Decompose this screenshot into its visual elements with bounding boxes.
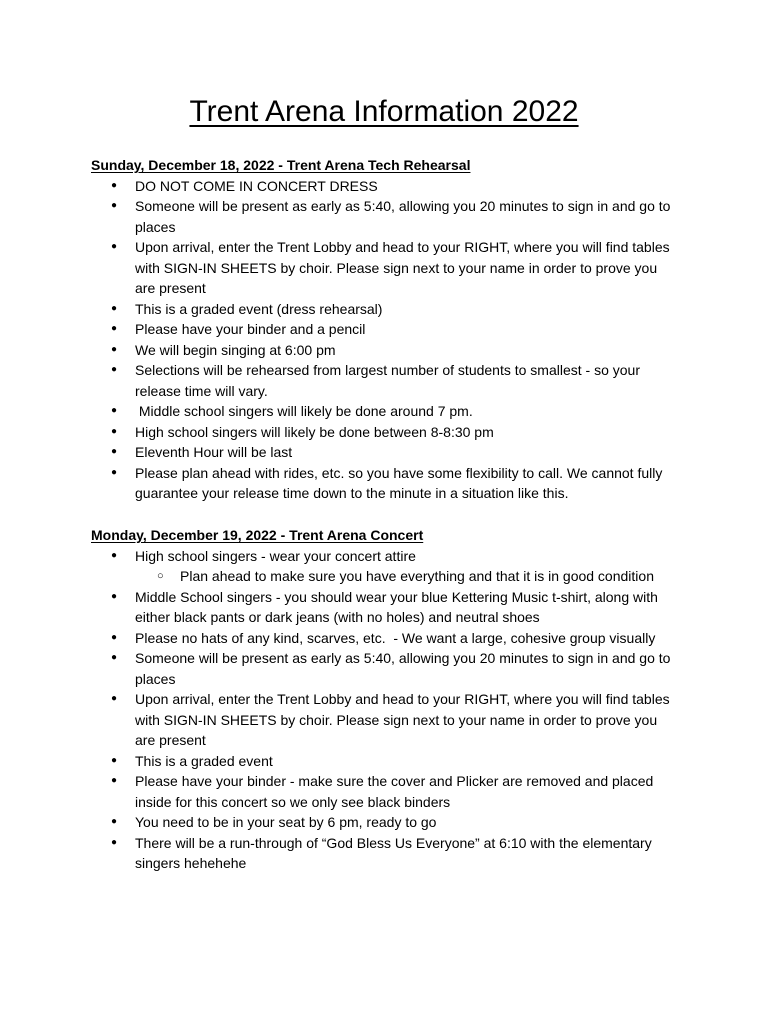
list-item: ● Please no hats of any kind, scarves, etc. - We want a large, cohesive group visually [91, 628, 680, 649]
list-item: ● There will be a run-through of “God Bless Us Everyone” at 6:10 with the elementary singers hehehehe [91, 833, 680, 874]
list-item: ● You need to be in your seat by 6 pm, ready to go [91, 812, 680, 833]
list-item [91, 546, 680, 587]
bullet-list [91, 176, 691, 504]
list-item: ● We will begin singing at 6:00 pm [91, 340, 680, 361]
bullet-list [91, 546, 691, 874]
section-tech-rehearsal [91, 155, 691, 504]
list-item: ● Please have your binder and a pencil [91, 319, 680, 340]
list-item: ● Someone will be present as early as 5:40, allowing you 20 minutes to sign in and go to places [91, 196, 680, 237]
list-item: ● DO NOT COME IN CONCERT DRESS [91, 176, 680, 197]
list-item: ● Someone will be present as early as 5:40, allowing you 20 minutes to sign in and go to places [91, 648, 680, 689]
list-item: ● High school singers will likely be done between 8-8:30 pm [91, 422, 680, 443]
section-heading: Monday, December 19, 2022 - Trent Arena Concert [91, 527, 424, 543]
sub-list-item: ○ Plan ahead to make sure you have everything and that it is in good condition [135, 566, 660, 587]
list-item: ● Please plan ahead with rides, etc. so you have some flexibility to call. We cannot fully guarantee your release time down to the minute in a situation like this. [91, 463, 680, 504]
list-item: ● Upon arrival, enter the Trent Lobby and head to your RIGHT, where you will find tables with SIGN-IN SHEETS by choir. Please sign next to your name in order to prove you are present [91, 237, 680, 299]
document-title: Trent Arena Information 2022 [189, 95, 579, 128]
list-item: ● This is a graded event [91, 751, 680, 772]
list-item: ● Please have your binder - make sure the cover and Plicker are removed and placed inside for this concert so we only see black binders [91, 771, 680, 812]
list-item: ● Selections will be rehearsed from largest number of students to smallest - so your release time will vary. [91, 360, 680, 401]
sub-bullet-list [135, 566, 680, 587]
list-item: ● Eleventh Hour will be last [91, 442, 680, 463]
section-heading: Sunday, December 18, 2022 - Trent Arena Tech Rehearsal [91, 157, 471, 173]
section-concert [91, 525, 691, 874]
list-item: ● Middle School singers - you should wear your blue Kettering Music t-shirt, along with either black pants or dark jeans (with no holes) and neutral shoes [91, 587, 680, 628]
list-item: ● This is a graded event (dress rehearsal) [91, 299, 680, 320]
list-item: ● Upon arrival, enter the Trent Lobby and head to your RIGHT, where you will find tables with SIGN-IN SHEETS by choir. Please sign next to your name in order to prove you are present [91, 689, 680, 751]
list-item-text: High school singers - wear your concert attire [135, 547, 416, 564]
list-item: ● Middle school singers will likely be done around 7 pm. [91, 401, 680, 422]
